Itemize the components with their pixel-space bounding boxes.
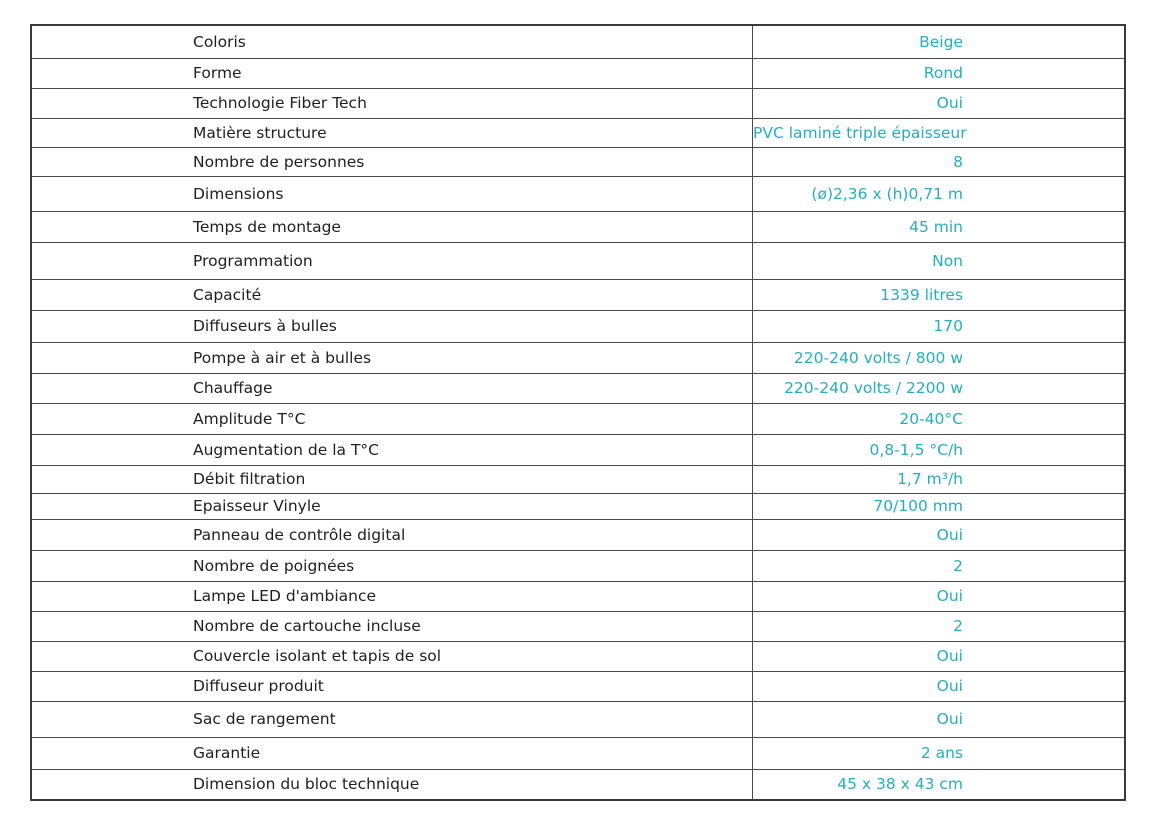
- table-row: [31, 701, 1125, 737]
- spec-value: Rond: [753, 58, 1126, 88]
- spec-table-body: [31, 25, 1125, 800]
- table-row: [31, 434, 1125, 465]
- spec-label: Couvercle isolant et tapis de sol: [31, 641, 753, 671]
- table-row: [31, 403, 1125, 434]
- spec-value: Oui: [753, 88, 1126, 118]
- spec-label: Nombre de cartouche incluse: [31, 611, 753, 641]
- table-row: [31, 310, 1125, 342]
- spec-label: Programmation: [31, 242, 753, 279]
- table-row: [31, 611, 1125, 641]
- spec-label: Débit filtration: [31, 465, 753, 493]
- table-row: [31, 25, 1125, 58]
- table-row: [31, 769, 1125, 800]
- table-row: [31, 465, 1125, 493]
- spec-label: Matière structure: [31, 118, 753, 147]
- spec-value: 70/100 mm: [753, 493, 1126, 519]
- spec-label: Sac de rangement: [31, 701, 753, 737]
- spec-value: Non: [753, 242, 1126, 279]
- spec-label: Diffuseur produit: [31, 671, 753, 701]
- spec-label: Capacité: [31, 279, 753, 310]
- spec-value: Oui: [753, 581, 1126, 611]
- spec-value: 170: [753, 310, 1126, 342]
- spec-value: 45 x 38 x 43 cm: [753, 769, 1126, 800]
- table-row: [31, 519, 1125, 550]
- spec-label: Augmentation de la T°C: [31, 434, 753, 465]
- spec-value: 1339 litres: [753, 279, 1126, 310]
- table-row: [31, 641, 1125, 671]
- spec-label: Chauffage: [31, 373, 753, 403]
- table-row: [31, 88, 1125, 118]
- spec-value: 2 ans: [753, 737, 1126, 769]
- table-row: [31, 671, 1125, 701]
- spec-label: Technologie Fiber Tech: [31, 88, 753, 118]
- spec-value: Oui: [753, 641, 1126, 671]
- spec-value: 45 min: [753, 211, 1126, 242]
- table-row: [31, 373, 1125, 403]
- spec-value: (ø)2,36 x (h)0,71 m: [753, 176, 1126, 211]
- spec-label: Dimensions: [31, 176, 753, 211]
- spec-value: Oui: [753, 701, 1126, 737]
- spec-label: Nombre de poignées: [31, 550, 753, 581]
- spec-value: 0,8-1,5 °C/h: [753, 434, 1126, 465]
- spec-label: Dimension du bloc technique: [31, 769, 753, 800]
- spec-value: 220-240 volts / 2200 w: [753, 373, 1126, 403]
- spec-value: PVC laminé triple épaisseur: [753, 118, 1126, 147]
- spec-label: Nombre de personnes: [31, 147, 753, 176]
- table-row: [31, 279, 1125, 310]
- table-row: [31, 493, 1125, 519]
- spec-table: [30, 24, 1126, 801]
- table-row: [31, 581, 1125, 611]
- spec-label: Diffuseurs à bulles: [31, 310, 753, 342]
- spec-value: Beige: [753, 25, 1126, 58]
- spec-label: Garantie: [31, 737, 753, 769]
- table-row: [31, 242, 1125, 279]
- table-row: [31, 550, 1125, 581]
- table-row: [31, 211, 1125, 242]
- spec-label: Forme: [31, 58, 753, 88]
- spec-value: Oui: [753, 519, 1126, 550]
- spec-label: Panneau de contrôle digital: [31, 519, 753, 550]
- spec-value: 2: [753, 550, 1126, 581]
- table-row: [31, 342, 1125, 373]
- table-row: [31, 176, 1125, 211]
- spec-label: Epaisseur Vinyle: [31, 493, 753, 519]
- spec-value: 1,7 m³/h: [753, 465, 1126, 493]
- spec-value: 20-40°C: [753, 403, 1126, 434]
- spec-label: Amplitude T°C: [31, 403, 753, 434]
- spec-label: Temps de montage: [31, 211, 753, 242]
- table-row: [31, 737, 1125, 769]
- table-row: [31, 147, 1125, 176]
- spec-value: 220-240 volts / 800 w: [753, 342, 1126, 373]
- table-row: [31, 58, 1125, 88]
- table-row: [31, 118, 1125, 147]
- spec-value: Oui: [753, 671, 1126, 701]
- spec-label: Pompe à air et à bulles: [31, 342, 753, 373]
- spec-label: Lampe LED d'ambiance: [31, 581, 753, 611]
- spec-label: Coloris: [31, 25, 753, 58]
- spec-value: 2: [753, 611, 1126, 641]
- spec-value: 8: [753, 147, 1126, 176]
